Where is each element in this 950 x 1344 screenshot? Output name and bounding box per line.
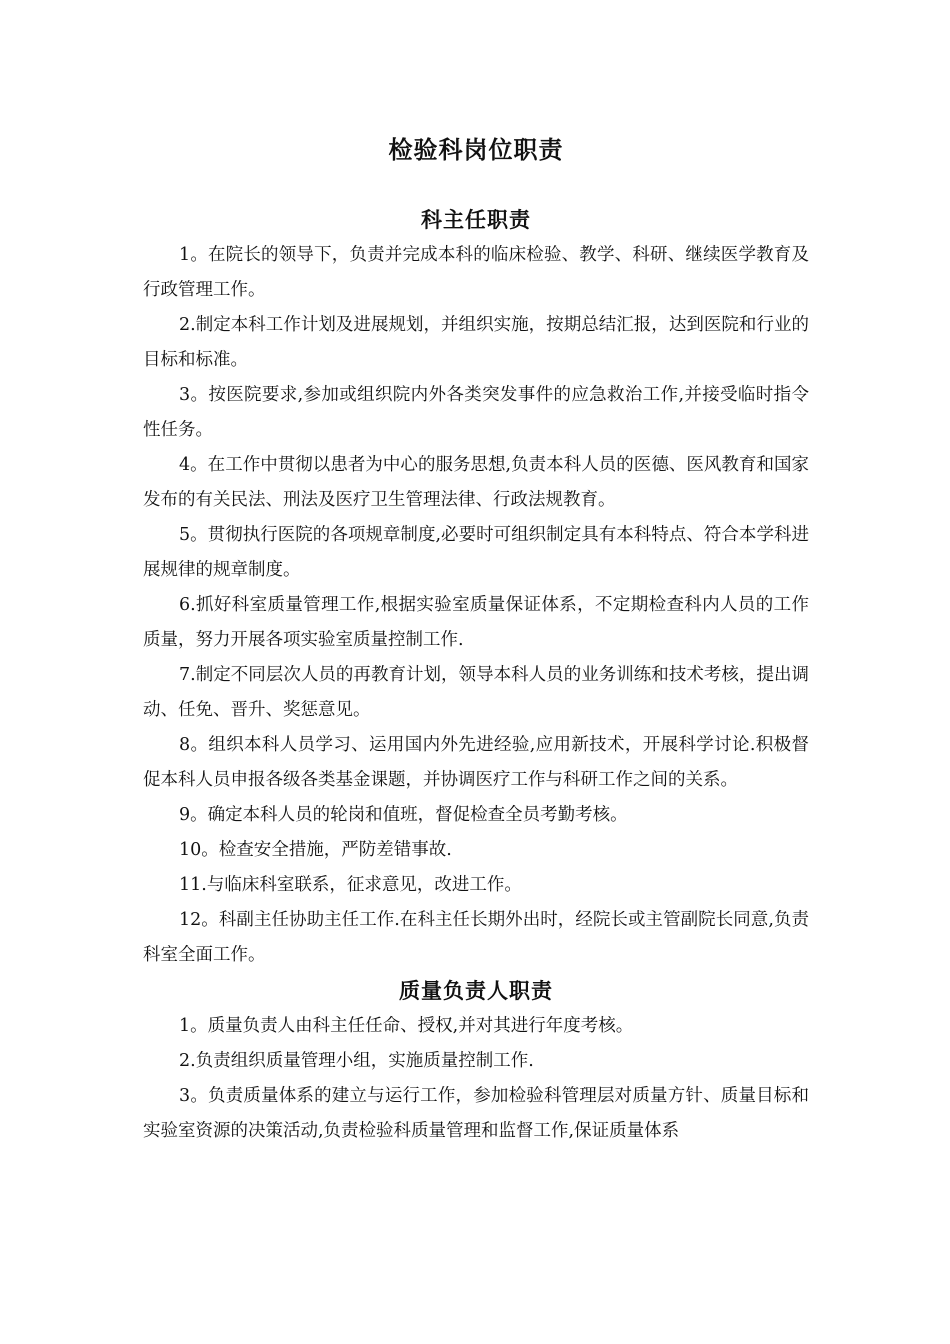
paragraph: 7.制定不同层次人员的再教育计划，领导本科人员的业务训练和技术考核，提出调动、任免、晋升、奖惩意见。 bbox=[143, 665, 809, 720]
paragraph: 1。在院长的领导下，负责并完成本科的临床检验、教学、科研、继续医学教育及行政管理工作。 bbox=[143, 245, 809, 300]
paragraph: 3。按医院要求,参加或组织院内外各类突发事件的应急救治工作,并接受临时指令性任务。 bbox=[143, 385, 809, 440]
paragraph: 9。确定本科人员的轮岗和值班，督促检查全员考勤考核。 bbox=[179, 805, 628, 825]
paragraph: 4。在工作中贯彻以患者为中心的服务思想,负责本科人员的医德、医风教育和国家发布的有关民法、刑法及医疗卫生管理法律、行政法规教育。 bbox=[143, 455, 809, 510]
section-quality-manager-duties bbox=[143, 973, 809, 1149]
section-director-duties bbox=[143, 202, 809, 973]
document-page bbox=[143, 128, 809, 1149]
paragraph: 6.抓好科室质量管理工作,根据实验室质量保证体系，不定期检查科内人员的工作质量，努力开展各项实验室质量控制工作. bbox=[143, 595, 809, 650]
section-heading: 科主任职责 bbox=[421, 208, 531, 232]
document-title: 检验科岗位职责 bbox=[388, 136, 564, 164]
section-heading: 质量负责人职责 bbox=[399, 979, 553, 1003]
paragraph: 11.与临床科室联系，征求意见，改进工作。 bbox=[179, 875, 522, 895]
paragraph: 2.负责组织质量管理小组，实施质量控制工作. bbox=[179, 1051, 534, 1071]
paragraph: 10。检查安全措施，严防差错事故. bbox=[179, 840, 452, 860]
paragraph: 12。科副主任协助主任工作.在科主任长期外出时，经院长或主管副院长同意,负责科室全面工作。 bbox=[143, 910, 809, 965]
paragraph: 1。质量负责人由科主任任命、授权,并对其进行年度考核。 bbox=[179, 1016, 634, 1036]
paragraph: 2.制定本科工作计划及进展规划，并组织实施，按期总结汇报，达到医院和行业的目标和标准。 bbox=[143, 315, 809, 370]
paragraph: 5。贯彻执行医院的各项规章制度,必要时可组织制定具有本科特点、符合本学科进展规律的规章制度。 bbox=[143, 525, 809, 580]
paragraph: 3。负责质量体系的建立与运行工作，参加检验科管理层对质量方针、质量目标和实验室资源的决策活动,负责检验科质量管理和监督工作,保证质量体系 bbox=[143, 1086, 809, 1141]
paragraph: 8。组织本科人员学习、运用国内外先进经验,应用新技术，开展科学讨论.积极督促本科人员申报各级各类基金课题，并协调医疗工作与科研工作之间的关系。 bbox=[143, 735, 809, 790]
